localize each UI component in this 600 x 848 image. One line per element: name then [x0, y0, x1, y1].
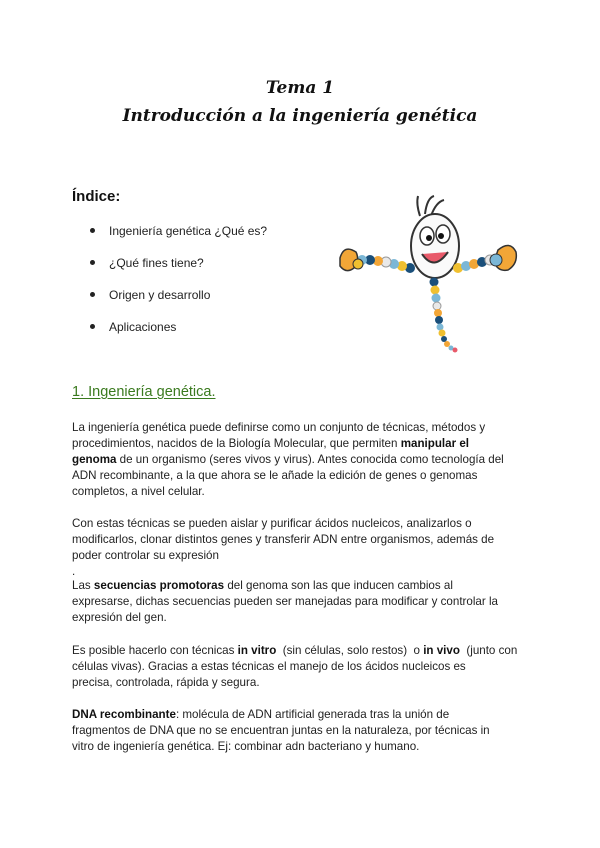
bullet-icon — [90, 260, 95, 265]
bullet-icon — [90, 324, 95, 329]
section-heading: 1. Ingeniería genética. — [72, 384, 216, 400]
paragraph-dna-recombinant: DNA recombinante: molécula de ADN artificial generada tras la unión de fragmentos de DNA que no se encuentran juntas en la naturaleza, por técnicas in vitro de ingeniería genética. Ej: combinar adn bacteriano y humano. — [72, 708, 490, 753]
paragraph-definition: La ingeniería genética puede definirse como un conjunto de técnicas, métodos y procedimientos, nacidos de la Biología Molecular, que permiten manipular el genoma de un organismo (seres vivos y virus). Antes conocida como tecnología del ADN recombinante, a la que ahora se le añade la edición de genes o genomas completos, a nivel celular. — [72, 421, 504, 498]
document-title: Introducción a la ingeniería genética — [122, 106, 478, 126]
paragraph-techniques: Con estas técnicas se pueden aislar y purificar ácidos nucleicos, analizarlos o modificarlos, clonar distintos genes y transferir ADN entre organismos, además de poder controlar su expresión . — [72, 517, 495, 578]
dna-cartoon-icon — [330, 188, 520, 358]
list-item: Aplicaciones — [90, 320, 267, 352]
paragraph-invitro-invivo: Es posible hacerlo con técnicas in vitro (sin células, solo restos) o in vivo (junto con células vivas). Gracias a estas técnicas el manejo de los ácidos nucleicos es precisa, controlada, rápida y segura. — [72, 644, 518, 689]
bullet-icon — [90, 292, 95, 297]
list-item: ¿Qué fines tiene? — [90, 256, 267, 288]
index-heading: Índice: — [72, 188, 121, 205]
index-list — [90, 224, 267, 352]
bullet-icon — [90, 228, 95, 233]
paragraph-promoters: Las secuencias promotoras del genoma son las que inducen cambios al expresarse, dichas secuencias pueden ser manejadas para modificar y controlar la expresión del gen. — [72, 579, 498, 624]
topic-title: Tema 1 — [265, 78, 335, 98]
list-item: Origen y desarrollo — [90, 288, 267, 320]
list-item: Ingeniería genética ¿Qué es? — [90, 224, 267, 256]
